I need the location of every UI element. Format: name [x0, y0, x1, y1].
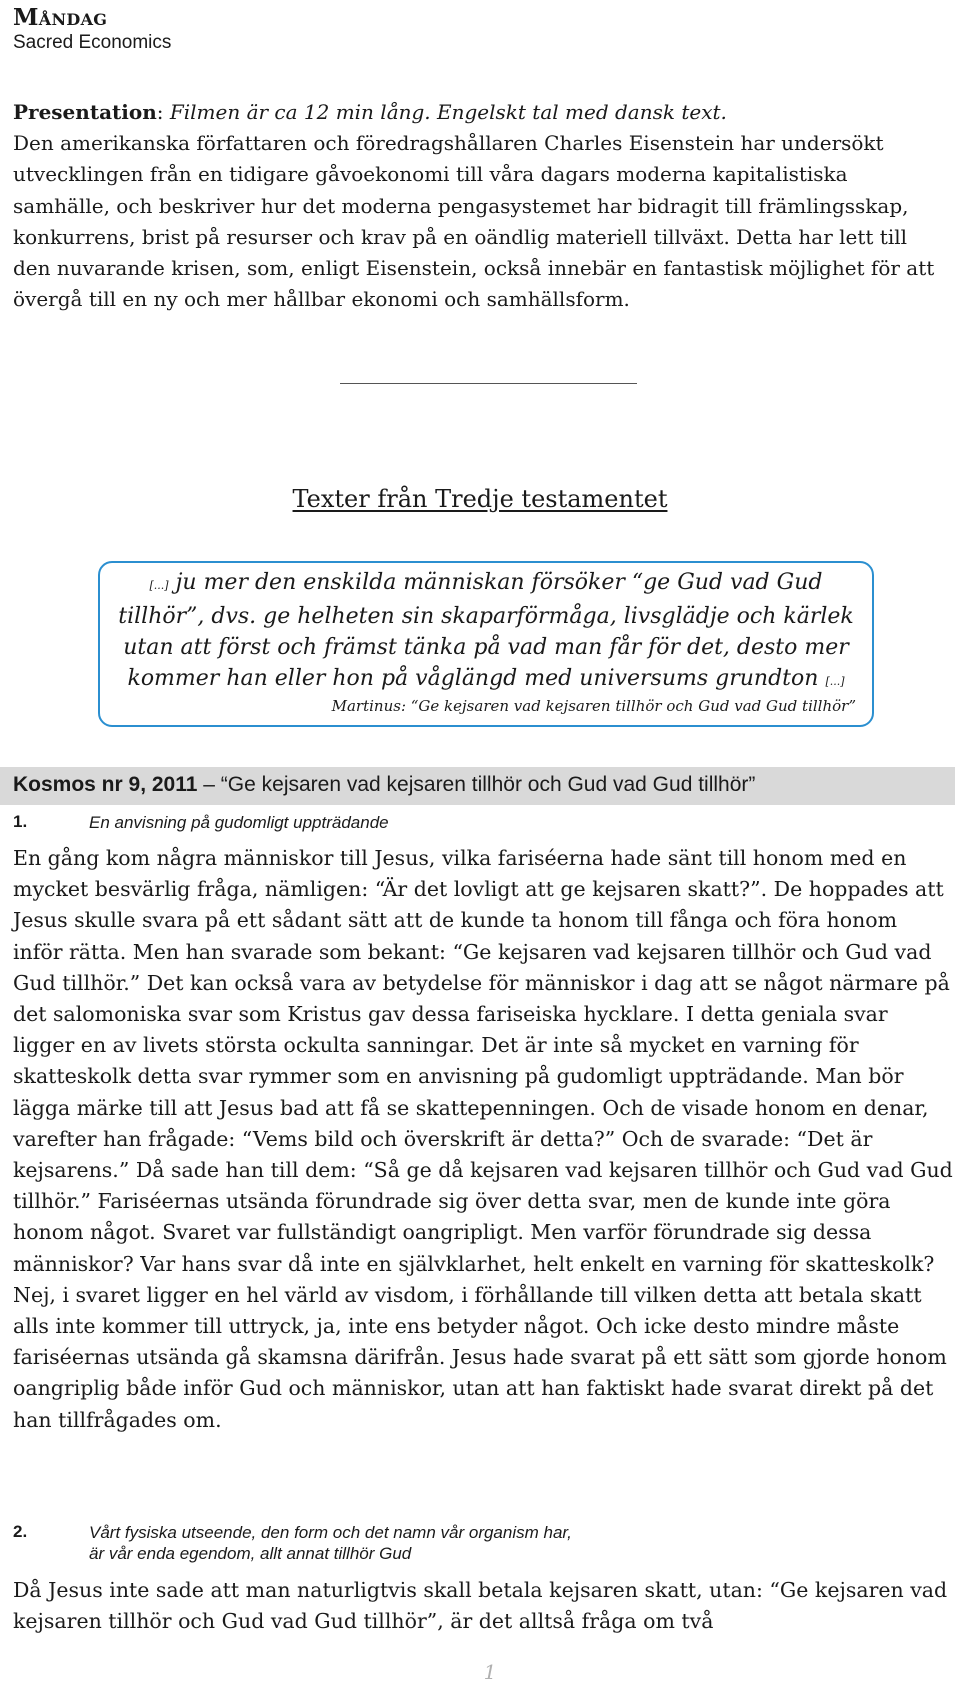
day-heading-initial: M [13, 4, 39, 31]
presentation-colon: : [156, 100, 170, 124]
section-title [89, 1522, 572, 1564]
section-body: Då Jesus inte sade att man naturligtvis skall betala kejsaren skatt, utan: “Ge kejsaren vad kejsaren tillhör och Gud vad Gud tillhör”, är det alltså fråga om två [13, 1578, 948, 1634]
section-number: 2. [13, 1522, 28, 1541]
article-title: “Ge kejsaren vad kejsaren tillhör och Gud vad Gud tillhör” [220, 773, 756, 796]
quote-body: ju mer den enskilda människan försöker “ge Gud vad Gud tillhör”, dvs. ge helheten sin skaparförmåga, livsglädje och kärlek utan att först och främst tänka på vad man får för det, desto mer kommer han eller hon på våglängd med universums grundton [118, 570, 854, 691]
article-dash: – [197, 773, 221, 796]
section-body: En gång kom några människor till Jesus, vilka fariséerna hade sänt till honom med en mycket besvärlig fråga, nämligen: “Är det lovligt att ge kejsaren skatt?”. De hoppades att Jesus skulle svara på ett sådant sätt att de kunde ta honom till fånga och föra honom inför rätta. Men han svarade som bekant: “Ge kejsaren vad kejsaren tillhör och Gud vad Gud tillhör.” Det kan också vara av betydelse för människor i dag att se något närmare på det salomoniska svar som Kristus gav dessa fariseiska hycklare. I detta geniala svar ligger en av livets största ockulta sanningar. Det är inte så mycket en varning för skatteskolk detta svar rymmer som en anvisning på gudomligt uppträdande. Man bör lägga märke till att Jesus bad att få se skattepenningen. Och de visade honom en denar, varefter han frågade: “Vems bild och överskrift är detta?” Och de svarade: “Det är kejsarens.” Då sade han till dem: “Så ge då kejsaren vad kejsaren tillhör och Gud vad Gud tillhör.” Fariséernas utsända förundrade sig över detta svar, men de kunde inte göra honom något. Svaret var fullständigt oangripligt. Men varför förundrade sig dessa människor? Var hans svar då inte en självklarhet, helt enkelt en varning för skatteskolk? Nej, i svaret ligger en hel värld av visdom, i förhållande till vilken detta att betala skatt alls inte kommer till uttryck, ja, inte ens betyder något. Och icke desto mindre måste fariséernas utsända gå skamsna därifrån. Jesus hade svarat på ett sätt som gjorde honom oangriplig både inför Gud och människor, utan att han faktiskt hade svarat direkt på det han tillfrågades om. [13, 846, 953, 1432]
film-title: Sacred Economics [13, 32, 172, 53]
section-number: 1. [13, 812, 28, 831]
quote-attribution: Martinus: “Ge kejsaren vad kejsaren tillhör och Gud vad Gud tillhör” [331, 697, 856, 715]
quote-section-heading: Texter från Tredje testamentet [292, 485, 668, 513]
presentation-text: Den amerikanska författaren och föredragshållaren Charles Eisenstein har undersökt utvecklingen från en tidigare gåvoekonomi till våra dagars moderna kapitalistiska samhälle, och beskriver hur det moderna pengasystemet har bidragit till främlingsskap, konkurrens, brist på resurser och krav på en oändlig materiell tillväxt. Detta har lett till den nuvarande krisen, som, enligt Eisenstein, också innebär en fantastisk möjlighet för att övergå till en ny och mer hållbar ekonomi och samhällsform. [13, 131, 935, 312]
article-magazine: Kosmos nr 9, 2011 [13, 773, 198, 796]
article-header [13, 773, 755, 797]
section-title-line: är vår enda egendom, allt annat tillhör Gud [89, 1544, 412, 1563]
presentation-label: Presentation [13, 100, 157, 124]
quote-ellipsis-close: [...] [825, 675, 845, 688]
presentation-paragraph [13, 97, 948, 315]
day-heading-rest: ÅNDAG [38, 10, 108, 29]
quote-text [108, 567, 864, 697]
section-divider [340, 383, 637, 384]
page-number: 1 [483, 1660, 497, 1684]
section-title: En anvisning på gudomligt uppträdande [89, 813, 389, 832]
quote-ellipsis-open: [...] [149, 579, 169, 592]
section-title-line: Vårt fysiska utseende, den form och det namn vår organism har, [89, 1523, 572, 1542]
presentation-note: Filmen är ca 12 min lång. Engelskt tal med dansk text. [169, 100, 727, 124]
day-heading [13, 4, 107, 31]
